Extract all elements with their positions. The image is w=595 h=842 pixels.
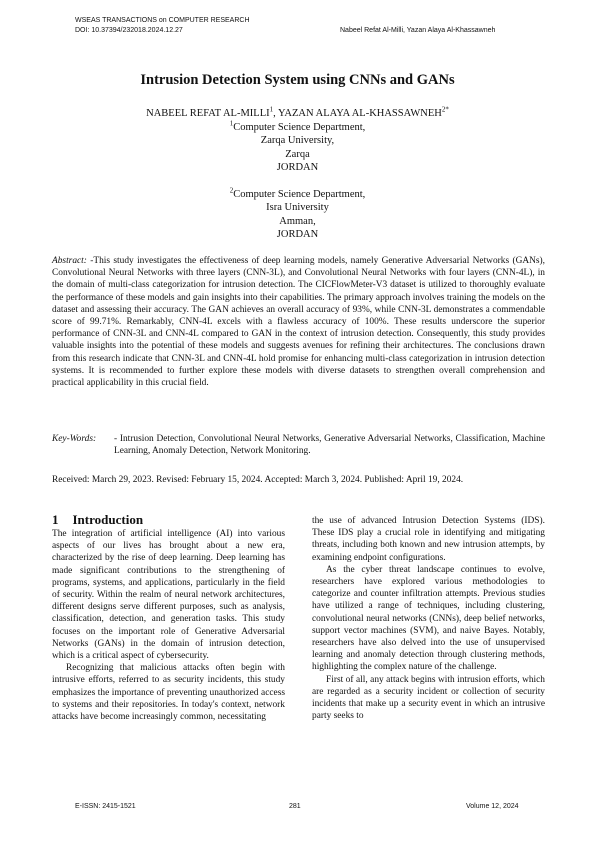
running-authors: Nabeel Refat Al-Milli, Yazan Alaya Al-Khassawneh (340, 27, 496, 34)
affil-1-sup: 1 (229, 119, 234, 128)
paragraph: the use of advanced Intrusion Detection Systems (IDS). These IDS play a crucial role in identifying and mitigating threats, including both known and new intrusion attempts, by examining endpoint configurations. (312, 516, 545, 563)
affil-2-line: Amman, (279, 215, 316, 227)
abstract-text: -This study investigates the effectiveness of deep learning models, namely Generative Adversarial Networks (GANs), Convolutional Neural Networks with three layers (CNN-3L), and Convolutional Neural Networks with four layers (CNN-4L), in the domain of multi-class categorization for intrusion detection. The CICFlowMeter-V3 dataset is utilized to thoroughly evaluate the performance of these models and gain insights into their capabilities. The primary approach involves training the models on the dataset and assessing their accuracy. The GAN achieves an overall accuracy of 93%, while CNN-3L demonstrates a commendable score of 99.71%. Remarkably, CNN-4L excels with a flawless accuracy of 100%. These results underscore the superior performance of CNN-3L and CNN-4L compared to GAN in the context of intrusion detection. Consequently, this study provides valuable insights into the potential of these models and suggests avenues for refining their architectures. The conclusions drawn from this research indicate that CNN-3L and CNN-4L hold promise for enhancing multi-class categorization in intrusion detection systems. It is recommended to further explore these models with diverse datasets to strengthen overall comprehension and practical applicability in this crucial field. (52, 256, 545, 389)
paragraph: First of all, any attack begins with intrusion efforts, which are regarded as a security incident or collection of security incidents that make up a security event in which an intrusive party seeks to (312, 674, 545, 722)
left-column (52, 528, 285, 723)
abstract (52, 255, 545, 389)
affil-2-sup: 2 (229, 186, 234, 195)
author-sep: , (273, 108, 278, 119)
paper-title: Intrusion Detection System using CNNs and GANs (140, 72, 455, 88)
paragraph: As the cyber threat landscape continues to evolve, researchers have explored various methodologies to categorize and counter infiltration attempts. Previous studies have utilized a range of techniques, including clustering, convolutional neural networks (CNNs), deep belief networks, support vector machines (SVM), and naive Bayes. Notably, researchers have also delved into the use of unsupervised learning and anomaly detection through clustering methods, highlighting the complex nature of the challenge. (312, 564, 545, 673)
keywords (52, 433, 545, 457)
affil-1-line: Zarqa University, (260, 135, 335, 147)
footer-volume: Volume 12, 2024 (466, 803, 519, 810)
publication-dates: Received: March 29, 2023. Revised: February 15, 2024. Accepted: March 3, 2024. Published: April 19, 2024. (52, 475, 464, 485)
section-title: Introduction (72, 512, 144, 527)
section-heading (52, 512, 143, 528)
affil-2-dept: Computer Science Department, (233, 189, 366, 200)
section-number: 1 (52, 512, 59, 527)
author-2: YAZAN ALAYA AL-KHASSAWNEH (277, 108, 442, 119)
journal-name: WSEAS TRANSACTIONS on COMPUTER RESEARCH (75, 17, 250, 24)
paragraph: The integration of artificial intelligence (AI) into various aspects of our lives has brought about a new era, characterized by the rise of deep learning. Deep learning has made significant contributions to the strengthening of programs, systems, and applications, particularly in the field of security. Within the realm of neural network architectures, different designs serve different purposes, such as analysis, classification, detection, and generation tasks. This study focuses on the important role of Generative Adversarial Networks (GANs) in the domain of intrusion detection, which is a critical aspect of cybersecurity. (52, 529, 285, 662)
affil-1-line: JORDAN (276, 162, 319, 174)
keywords-text: - Intrusion Detection, Convolutional Neural Networks, Generative Adversarial Networks, Classification, Machine Learning, Anomaly Detection, Network Monitoring. (114, 434, 545, 457)
author-1: NABEEL REFAT AL-MILLI (146, 108, 270, 119)
affiliation-2 (0, 188, 595, 242)
affil-1-dept: Computer Science Department, (233, 122, 366, 133)
keywords-label: Key-Words: (52, 434, 97, 444)
affiliation-1 (0, 121, 595, 175)
right-column (312, 515, 545, 722)
affil-2-line: JORDAN (276, 229, 319, 241)
author-2-sup: 2* (441, 105, 449, 114)
author-line (0, 107, 595, 120)
paragraph: Recognizing that malicious attacks often begin with intrusive efforts, referred to as security incidents, this study emphasizes the importance of preventing unauthorized access to systems and their repositories. In today's context, network attacks have become increasingly common, necessitating (52, 663, 285, 723)
doi: DOI: 10.37394/232018.2024.12.27 (75, 27, 183, 34)
affil-2-line: Isra University (266, 202, 329, 214)
affil-1-line: Zarqa (285, 148, 310, 160)
author-1-sup: 1 (269, 105, 274, 114)
page-number: 281 (289, 803, 301, 810)
footer-issn: E-ISSN: 2415-1521 (75, 803, 136, 810)
abstract-label: Abstract: (52, 256, 87, 266)
